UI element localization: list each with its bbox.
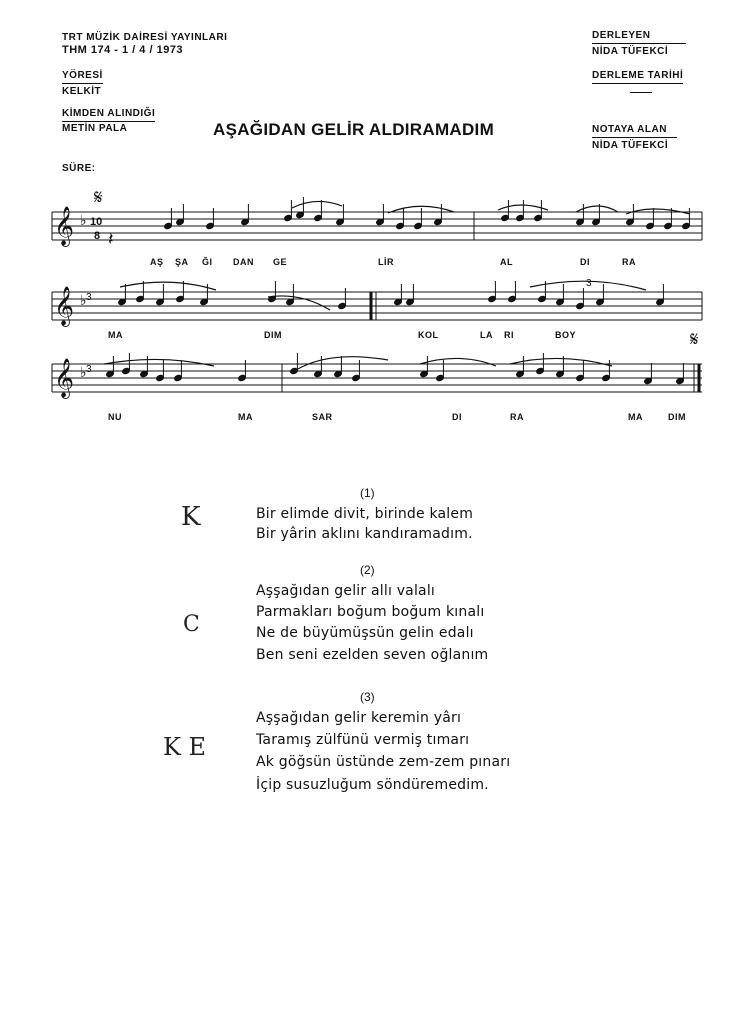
treble-clef-3: 𝄞 xyxy=(54,358,75,398)
publisher: TRT MÜZİK DAİRESİ YAYINLARI xyxy=(62,32,228,43)
verse-line: Ben seni ezelden seven oğlanım xyxy=(256,647,489,663)
flat-2: ♭ xyxy=(80,293,87,309)
lyric-syllable: NU xyxy=(108,412,122,422)
staff-line-group-1 xyxy=(52,212,702,240)
segno-start: 𝄋 xyxy=(94,185,103,209)
segno-end: 𝄋 xyxy=(690,327,699,351)
flat-1: ♭ xyxy=(80,213,87,229)
verse-line: İçip susuzluğum söndüremedim. xyxy=(256,777,489,793)
staff-line-group-2 xyxy=(52,292,702,320)
duration-label: SÜRE: xyxy=(62,163,96,174)
verse-number: (2) xyxy=(360,563,375,577)
lyric-syllable: AŞ xyxy=(150,257,164,267)
verse-line: Bir elimde divit, birinde kalem xyxy=(256,506,474,522)
lyric-syllable: RI xyxy=(504,330,514,340)
collector-value: NİDA TÜFEKCİ xyxy=(592,46,669,57)
lyric-syllable: DI xyxy=(452,412,462,422)
lyric-syllable: MA xyxy=(238,412,253,422)
flat-3: ♭ xyxy=(80,365,87,381)
song-title: AŞAĞIDAN GELİR ALDIRAMADIM xyxy=(213,120,495,139)
verse-line: Taramış zülfünü vermiş tımarı xyxy=(256,732,470,748)
region-value: KELKİT xyxy=(62,86,102,97)
time-signature-top: 10 xyxy=(90,216,103,228)
triplet-3: 3 xyxy=(586,278,592,289)
source-value: METİN PALA xyxy=(62,123,128,134)
handwritten-mark-2: C xyxy=(183,612,200,637)
lyric-syllable: DI xyxy=(580,257,590,267)
lyric-syllable: KOL xyxy=(418,330,439,340)
collection-date-label: DERLEME TARİHİ xyxy=(592,70,683,84)
region-label: YÖRESİ xyxy=(62,70,103,84)
lyric-syllable: MA xyxy=(628,412,643,422)
lyric-syllable: BOY xyxy=(555,330,577,340)
lyric-syllable: AL xyxy=(500,257,513,267)
time-signature-bottom: 8 xyxy=(94,230,101,242)
lyric-syllable: SAR xyxy=(312,412,333,422)
lyric-syllable: LİR xyxy=(378,257,394,267)
lyric-syllable: DAN xyxy=(233,257,254,267)
lyric-syllable: RA xyxy=(622,257,636,267)
handwritten-mark-3: K E xyxy=(163,733,207,761)
lyric-syllable: LA xyxy=(480,330,493,340)
handwritten-mark-1: K xyxy=(181,502,201,532)
rest-glyph: 𝄽 xyxy=(108,229,114,250)
measure-number-2: 3 xyxy=(86,292,92,303)
lyric-syllable: RA xyxy=(510,412,524,422)
notation-value: NİDA TÜFEKCİ xyxy=(592,140,669,151)
lyric-syllable: DIM xyxy=(264,330,282,340)
lyric-syllable: GE xyxy=(273,257,288,267)
music-score xyxy=(0,0,750,440)
measure-number-3: 3 xyxy=(86,364,92,375)
lyric-syllable: MA xyxy=(108,330,123,340)
verse-line: Bir yârin aklını kandıramadım. xyxy=(256,526,473,542)
verse-number: (3) xyxy=(360,690,375,704)
catalog-number: THM 174 - 1 / 4 / 1973 xyxy=(62,44,184,56)
treble-clef-2: 𝄞 xyxy=(54,286,75,326)
verse-line: Parmakları boğum boğum kınalı xyxy=(256,604,485,620)
collector-label: DERLEYEN xyxy=(592,30,686,44)
lyric-syllable: ĞI xyxy=(202,257,213,267)
lyric-syllable: DIM xyxy=(668,412,686,422)
source-label: KİMDEN ALINDIĞI xyxy=(62,108,155,122)
lyric-syllable: ŞA xyxy=(175,257,189,267)
verse-line: Ne de büyümüşsün gelin edalı xyxy=(256,625,474,641)
treble-clef-1: 𝄞 xyxy=(54,206,75,246)
verse-line: Ak göğsün üstünde zem-zem pınarı xyxy=(256,754,511,770)
verse-line: Aşşağıdan gelir allı valalı xyxy=(256,583,436,599)
notation-label: NOTAYA ALAN xyxy=(592,124,677,138)
verse-line: Aşşağıdan gelir keremin yârı xyxy=(256,710,462,726)
verse-number: (1) xyxy=(360,486,375,500)
